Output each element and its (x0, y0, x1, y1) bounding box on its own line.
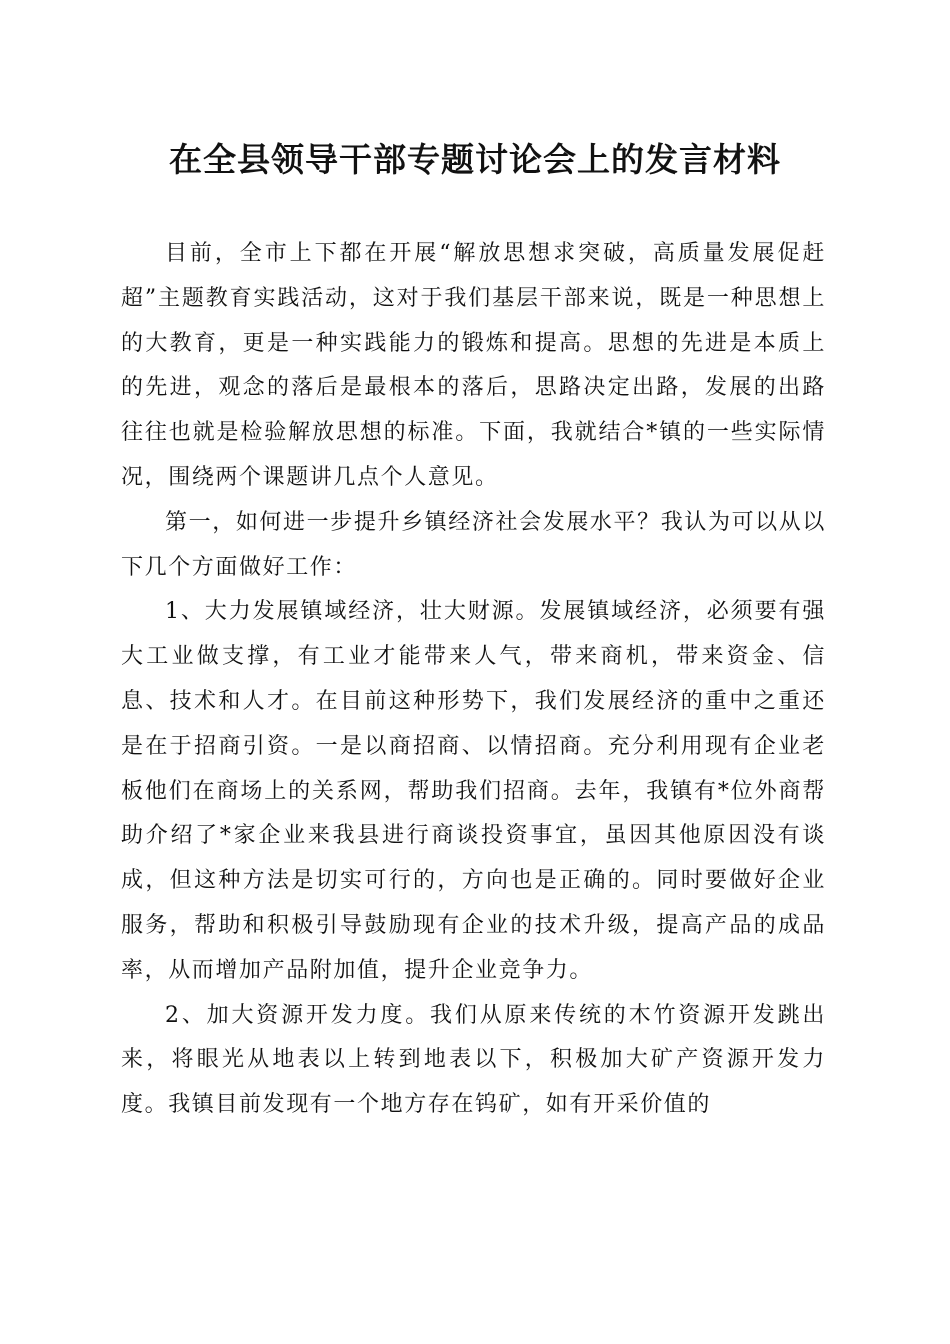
paragraph-question-one: 第一，如何进一步提升乡镇经济社会发展水平？我认为可以从以下几个方面做好工作： (121, 509, 826, 580)
paragraph-point-one: 1、大力发展镇域经济，壮大财源。发展镇域经济，必须要有强大工业做支撑，有工业才能带来人气，带来商机，带来资金、信息、技术和人才。在目前这种形势下，我们发展经济的重中之重还是在于招商引资。一是以商招商、以情招商。充分利用现有企业老板他们在商场上的关系网，帮助我们招商。去年，我镇有*位外商帮助介绍了*家企业来我县进行商谈投资事宜，虽因其他原因没有谈成，但这种方法是切实可行的，方向也是正确的。同时要做好企业服务，帮助和积极引导鼓励现有企业的技术升级，提高产品的成品率，从而增加产品附加值，提升企业竞争力。 (121, 599, 826, 983)
document-body (121, 232, 826, 1128)
document-title: 在全县领导干部专题讨论会上的发言材料 (169, 140, 781, 179)
paragraph-intro: 目前，全市上下都在开展“解放思想求突破，高质量发展促赶超”主题教育实践活动，这对于我们基层干部来说，既是一种思想上的大教育，更是一种实践能力的锻炼和提高。思想的先进是本质上的先进，观念的落后是最根本的落后，思路决定出路，发展的出路往往也就是检验解放思想的标准。下面，我就结合*镇的一些实际情况，围绕两个课题讲几点个人意见。 (121, 241, 826, 490)
paragraph-point-two: 2、加大资源开发力度。我们从原来传统的木竹资源开发跳出来，将眼光从地表以上转到地表以下，积极加大矿产资源开发力度。我镇目前发现有一个地方存在钨矿，如有开采价值的 (121, 1002, 826, 1118)
